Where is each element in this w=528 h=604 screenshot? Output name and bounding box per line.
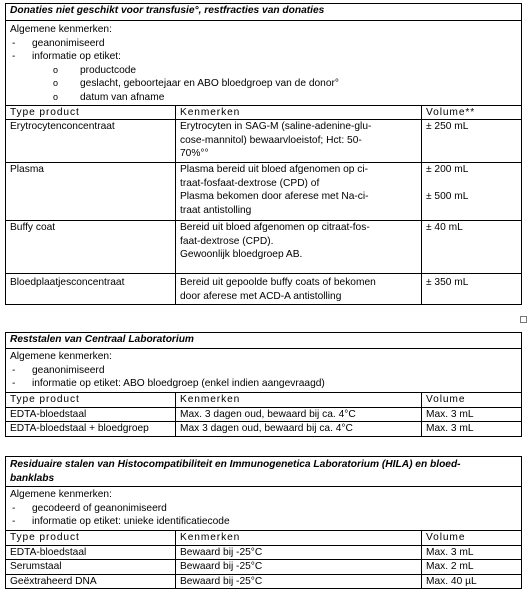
product-cell: Geëxtraheerd DNA <box>6 574 176 589</box>
features-line: Erytrocyten in SAG-M (saline-adenine-glu- <box>180 121 372 133</box>
features-cell: Bewaard bij -25°C <box>176 545 422 560</box>
section-title-row <box>6 457 522 487</box>
features-cell <box>176 221 422 274</box>
features-line: faat-dextrose (CPD). <box>180 235 274 247</box>
features-cell <box>176 274 422 305</box>
volume-line: ± 500 mL <box>426 190 469 202</box>
table-row <box>6 274 522 305</box>
features-line: Bereid uit gepoolde buffy coats of bekomen <box>180 277 376 289</box>
volume-cell: Max. 40 µL <box>422 574 522 589</box>
sub-bullet-item: o productcode <box>10 64 517 78</box>
features-cell: Max 3 dagen oud, bewaard bij ca. 4°C <box>176 422 422 437</box>
table-row <box>6 163 522 221</box>
column-header: Kenmerken <box>176 393 422 408</box>
column-header-row <box>6 105 522 120</box>
table-resize-handle[interactable] <box>520 316 527 323</box>
central-lab-table <box>5 332 522 437</box>
general-features-label: Algemene kenmerken: <box>10 351 112 362</box>
general-features <box>6 349 522 393</box>
column-header: Type product <box>6 531 176 546</box>
features-line: traat antistolling <box>180 204 252 216</box>
section-title: Donaties niet geschikt voor transfusie°, restfracties van donaties <box>6 4 522 21</box>
features-line: Gewoonlijk bloedgroep AB. <box>180 249 303 261</box>
volume-cell: Max. 3 mL <box>422 545 522 560</box>
donations-table <box>5 3 522 305</box>
general-features-label: Algemene kenmerken: <box>10 489 112 500</box>
product-cell: EDTA-bloedstaal + bloedgroep <box>6 422 176 437</box>
column-header: Volume <box>422 393 522 408</box>
features-cell <box>176 163 422 221</box>
column-header: Volume <box>422 531 522 546</box>
bullet-item: - informatie op etiket: unieke identificatiecode <box>10 515 517 529</box>
features-line: Bereid uit bloed afgenomen op citraat-fos- <box>180 222 370 234</box>
product-cell: EDTA-bloedstaal <box>6 545 176 560</box>
column-header: Type product <box>6 393 176 408</box>
volume-cell <box>422 163 522 221</box>
table-row <box>6 574 522 589</box>
section-title-row <box>6 4 522 21</box>
bullet-item: - informatie op etiket: ABO bloedgroep (enkel indien aangevraagd) <box>10 377 517 391</box>
table-row <box>6 120 522 163</box>
hila-table <box>5 456 522 589</box>
column-header-row <box>6 393 522 408</box>
bullet-item: - informatie op etiket: <box>10 50 517 64</box>
general-features-row <box>6 349 522 393</box>
product-cell: Serumstaal <box>6 560 176 575</box>
bullet-item: - gecodeerd of geanonimiseerd <box>10 502 517 516</box>
section-title-row <box>6 333 522 349</box>
features-line: Plasma bereid uit bloed afgenomen op ci- <box>180 164 369 176</box>
product-cell: Plasma <box>6 163 176 221</box>
section-title-line: Residuaire stalen van Histocompatibiliteit en Immunogenetica Laboratorium (HILA) en bloed- <box>10 459 461 470</box>
bullet-item: - geanonimiseerd <box>10 364 517 378</box>
general-features-label: Algemene kenmerken: <box>10 24 112 35</box>
volume-cell: ± 40 mL <box>422 221 522 274</box>
table-row <box>6 422 522 437</box>
table-row <box>6 221 522 274</box>
features-cell <box>176 120 422 163</box>
features-line: 70%°° <box>180 148 209 160</box>
features-line: Plasma bekomen door aferese met Na-ci- <box>180 191 369 203</box>
column-header: Kenmerken <box>176 531 422 546</box>
table-row <box>6 560 522 575</box>
features-cell: Max. 3 dagen oud, bewaard bij ca. 4°C <box>176 407 422 422</box>
section-title-line: banklabs <box>10 472 55 484</box>
section-title: Reststalen van Centraal Laboratorium <box>6 333 522 349</box>
product-cell: EDTA-bloedstaal <box>6 407 176 422</box>
product-cell: Erytrocytenconcentraat <box>6 120 176 163</box>
features-line: door aferese met ACD-A antistolling <box>180 290 342 302</box>
volume-cell: Max. 2 mL <box>422 560 522 575</box>
section-title <box>6 457 522 487</box>
column-header: Type product <box>6 105 176 120</box>
volume-cell: Max. 3 mL <box>422 407 522 422</box>
column-header: Kenmerken <box>176 105 422 120</box>
column-header: Volume** <box>422 105 522 120</box>
volume-cell: ± 250 mL <box>422 120 522 163</box>
table-row <box>6 545 522 560</box>
features-cell: Bewaard bij -25°C <box>176 574 422 589</box>
general-features <box>6 487 522 531</box>
sub-bullet-item: o geslacht, geboortejaar en ABO bloedgroep van de donor° <box>10 77 517 91</box>
general-features-row <box>6 487 522 531</box>
features-line: cose-mannitol) bewaarvloeistof; Hct: 50- <box>180 134 362 146</box>
bullet-item: - geanonimiseerd <box>10 37 517 51</box>
sub-bullet-item: o datum van afname <box>10 91 517 105</box>
table-row <box>6 407 522 422</box>
general-features <box>6 21 522 106</box>
volume-cell: ± 350 mL <box>422 274 522 305</box>
volume-cell: Max. 3 mL <box>422 422 522 437</box>
column-header-row <box>6 531 522 546</box>
product-cell: Buffy coat <box>6 221 176 274</box>
general-features-row <box>6 21 522 106</box>
features-line: traat-fosfaat-dextrose (CPD) of <box>180 177 320 189</box>
features-cell: Bewaard bij -25°C <box>176 560 422 575</box>
product-cell: Bloedplaatjesconcentraat <box>6 274 176 305</box>
volume-line: ± 200 mL <box>426 164 469 176</box>
